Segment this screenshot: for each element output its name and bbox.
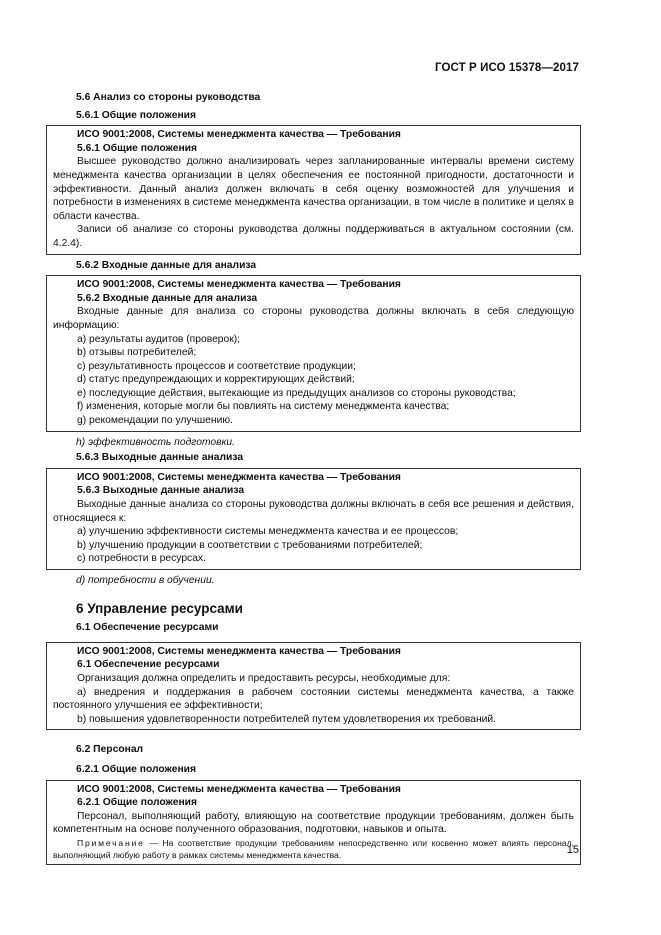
quote-box-5-6-3 — [46, 468, 581, 570]
quote-box-6-2-1 — [46, 780, 581, 865]
list-item: a) внедрения и поддержания в рабочем состоянии системы менеджмента качества, а также постоянного улучшения ее эффективности; — [53, 686, 574, 712]
quote-subtitle: 6.2.1 Общие положения — [77, 797, 197, 809]
section-5-6-title: 5.6 Анализ со стороны руководства — [76, 92, 261, 103]
quote-subtitle: 5.6.1 Общие положения — [77, 142, 197, 154]
quote-box-6-1 — [46, 642, 581, 731]
quote-paragraph: Организация должна определить и предоставить ресурсы, необходимые для: — [77, 672, 451, 684]
section-6-1-title: 6.1 Обеспечение ресурсами — [76, 622, 219, 634]
quote-subtitle: 5.6.3 Выходные данные анализа — [77, 485, 245, 497]
quote-subtitle: 6.1 Обеспечение ресурсами — [77, 659, 220, 671]
note-paragraph — [53, 837, 574, 861]
list-item: c) результативность процессов и соответствие продукции; — [77, 360, 356, 372]
list-item: b) улучшению продукции в соответствии с требованиями потребителей; — [77, 539, 423, 551]
additional-item: d) потребности в обучении. — [76, 575, 215, 586]
section-6-2-1-title: 6.2.1 Общие положения — [76, 763, 196, 775]
quote-standard-title: ИСО 9001:2008, Системы менеджмента качества — Требования — [77, 645, 401, 657]
page-number: 15 — [566, 844, 579, 856]
quote-standard-title: ИСО 9001:2008, Системы менеджмента качества — Требования — [77, 783, 401, 795]
quote-standard-title: ИСО 9001:2008, Системы менеджмента качества — Требования — [77, 471, 401, 483]
quote-paragraph: Входные данные для анализа со стороны руководства должны включать в себя следующую информацию: — [53, 306, 574, 331]
quote-standard-title: ИСО 9001:2008, Системы менеджмента качества — Требования — [77, 129, 401, 141]
quote-subtitle: 5.6.2 Входные данные для анализа — [77, 292, 258, 304]
note-text: — На соответствие продукции требованиям непосредственно или косвенно может влиять персонал, выполняющий любую работу в рамках системы менеджмента качества. — [53, 837, 574, 860]
chapter-6-title: 6 Управление ресурсами — [76, 600, 243, 616]
list-item: a) улучшению эффективности системы менеджмента качества и ее процессов; — [77, 526, 459, 538]
section-6-2-title: 6.2 Персонал — [76, 744, 144, 756]
section-5-6-1-title: 5.6.1 Общие положения — [76, 109, 196, 121]
list-item: d) статус предупреждающих и корректирующих действий; — [77, 374, 355, 386]
document-code-header: ГОСТ Р ИСО 15378—2017 — [434, 62, 579, 74]
note-label: Примечание — [77, 837, 145, 848]
quote-box-5-6-2 — [46, 275, 581, 432]
page-content — [46, 91, 581, 869]
list-item: f) изменения, которые могли бы повлиять на систему менеджмента качества; — [77, 401, 450, 413]
quote-paragraph: Выходные данные анализа со стороны руководства должны включать в себя все решения и действия, относящиеся к: — [53, 499, 574, 524]
list-item: b) повышения удовлетворенности потребителей путем удовлетворения их требований. — [77, 713, 497, 725]
section-5-6-2-title: 5.6.2 Входные данные для анализа — [76, 259, 257, 271]
quote-paragraph: Персонал, выполняющий работу, влияющую на соответствие продукции требованиям, должен быть компетентным на основе полученного образования, подготовки, навыков и опыта. — [53, 810, 574, 836]
list-item: b) отзывы потребителей; — [77, 347, 197, 359]
quote-paragraph: Высшее руководство должно анализировать через запланированные интервалы времени систему менеджмента качества организации в целях обеспечения ее постоянной пригодности, достаточности и эффективности. Данный анализ должен включать в себя оценку возможностей для улучшения и потребности в изменениях в системе менеджмента качества организации, в том числе в политике и целях в области качества. — [53, 156, 574, 222]
list-item: c) потребности в ресурсах. — [77, 553, 206, 565]
quote-paragraph: Записи об анализе со стороны руководства должны поддерживаться в актуальном состоянии (см. 4.2.4). — [53, 224, 574, 249]
section-5-6-3-title: 5.6.3 Выходные данные анализа — [76, 452, 244, 464]
quote-box-5-6-1 — [46, 125, 581, 254]
additional-item: h) эффективность подготовки. — [76, 436, 235, 448]
quote-standard-title: ИСО 9001:2008, Системы менеджмента качества — Требования — [77, 279, 401, 291]
list-item: g) рекомендации по улучшению. — [77, 415, 233, 427]
list-item: e) последующие действия, вытекающие из предыдущих анализов со стороны руководства; — [77, 387, 516, 399]
list-item: a) результаты аудитов (проверок); — [77, 333, 241, 345]
